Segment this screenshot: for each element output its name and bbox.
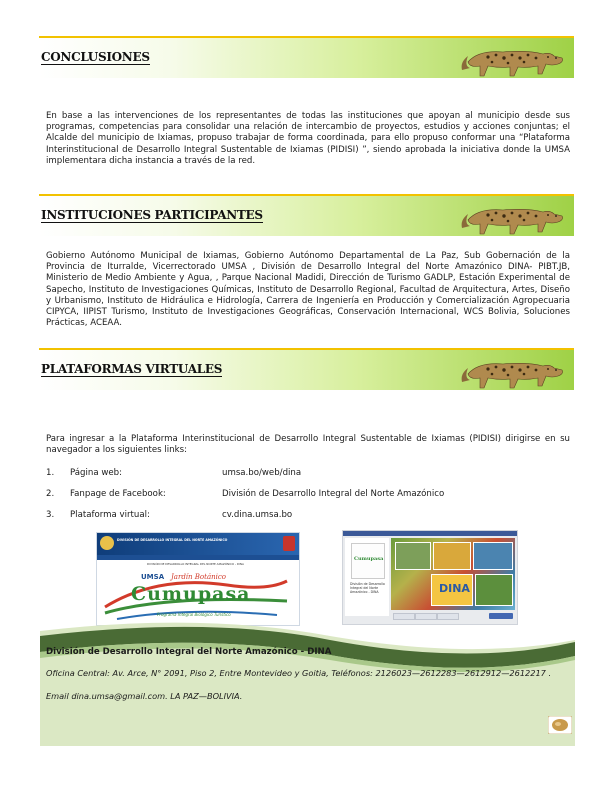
link-number: 3. — [46, 510, 55, 520]
section-title-plataformas: PLATAFORMAS VIRTUALES — [41, 362, 223, 376]
link-url[interactable]: umsa.bo/web/dina — [222, 468, 302, 478]
footer-title: División de Desarrollo Integral del Norte Amazónico - DINA — [46, 647, 332, 657]
plataformas-body: Para ingresar a la Plataforma Interinstitucional de Desarrollo Integral Sustentable de Ixiamas (PIDISI) dirigirse en su navegador a los siguientes links: — [46, 434, 570, 456]
link-number: 1. — [46, 468, 55, 478]
facebook-page-name: División de Desarrollo Integral del Norte Amazónico - DINA — [350, 582, 385, 594]
section-title-instituciones: INSTITUCIONES PARTICIPANTES — [41, 208, 263, 222]
link-number: 2. — [46, 489, 55, 499]
seed-icon — [548, 716, 572, 734]
link-label: Página web: — [70, 468, 123, 478]
link-url[interactable]: División de Desarrollo Integral del Norte Amazónico — [222, 489, 445, 499]
website-header-text: DIVISIÓN DE DESARROLLO INTEGRAL DEL NORTE AMAZÓNICO — [117, 538, 228, 542]
link-url[interactable]: cv.dina.umsa.bo — [222, 510, 293, 520]
footer-contact: Email dina.umsa@gmail.com. LA PAZ—BOLIVIA. — [46, 691, 243, 701]
logo-script-text: Jardín Botánico — [171, 573, 227, 581]
section-title-conclusiones: CONCLUSIONES — [41, 50, 150, 64]
facebook-logo-text: Cumupasa — [354, 556, 384, 562]
instituciones-body: Gobierno Autónomo Municipal de Ixiamas, Gobierno Autónomo Departamental de La Paz, Sub Gobernación de la Provincia de Iturralde, Vicerrectorado UMSA , División de Desarrollo Integral del Norte Amazónico DINA- PIBT.JB, Ministerio de Medio Ambiente y Agua, , Parque Nacional Madidi, Dirección de Turismo GADLP, Estación Experimental de Sapecho, Instituto de Investigaciones Químicas, Instituto de Desarrollo Regional, Facultad de Arquitectura, Artes, Diseño y Urbanismo, Instituto de Hidráulica e Hidrología, Carrera de Ingeniería en Producción y Comercialización Agropecuaria CIPYCA, IIPIST Turismo, Instituto de Investigaciones Geográficas, Conservación Internacional, WCS Bolivia, Soluciones Prácticas, ACEAA. — [46, 251, 570, 329]
dina-banner-text: DINA — [439, 582, 470, 595]
conclusiones-body: En base a las intervenciones de los representantes de todas las instituciones que apoyan al municipio desde sus programas, competencias para consolidar una relación de intercambio de proyectos, estudios y acciones conjuntas; el Alcalde del municipio de Ixiamas, propuso trabajar de forma coordinada, para ello propuso conformar una “Plataforma Interinstitucional de Desarrollo Integral Sustentable de Ixiamas (PIDISI) ”, siendo aprobada la iniciativa donde la UMSA implementara dicha instancia a través de la red. — [46, 111, 570, 166]
footer-address: Oficina Central: Av. Arce, N° 2091, Piso 2, Entre Montevideo y Goitia, Teléfonos: 2126023—2612283—2612912—2612217 . — [46, 668, 552, 678]
logo-tagline-text: Programa Integral Biológico Turístico — [157, 612, 231, 617]
logo-umsa-text: UMSA — [141, 573, 165, 581]
link-label: Fanpage de Facebook: — [70, 489, 166, 499]
link-label: Plataforma virtual: — [70, 510, 150, 520]
logo-main-text: Cumupasa — [131, 583, 251, 605]
website-subtitle: DIVISIÓN DE DESARROLLO INTEGRAL DEL NORTE AMAZÓNICO - DINA — [147, 562, 244, 566]
